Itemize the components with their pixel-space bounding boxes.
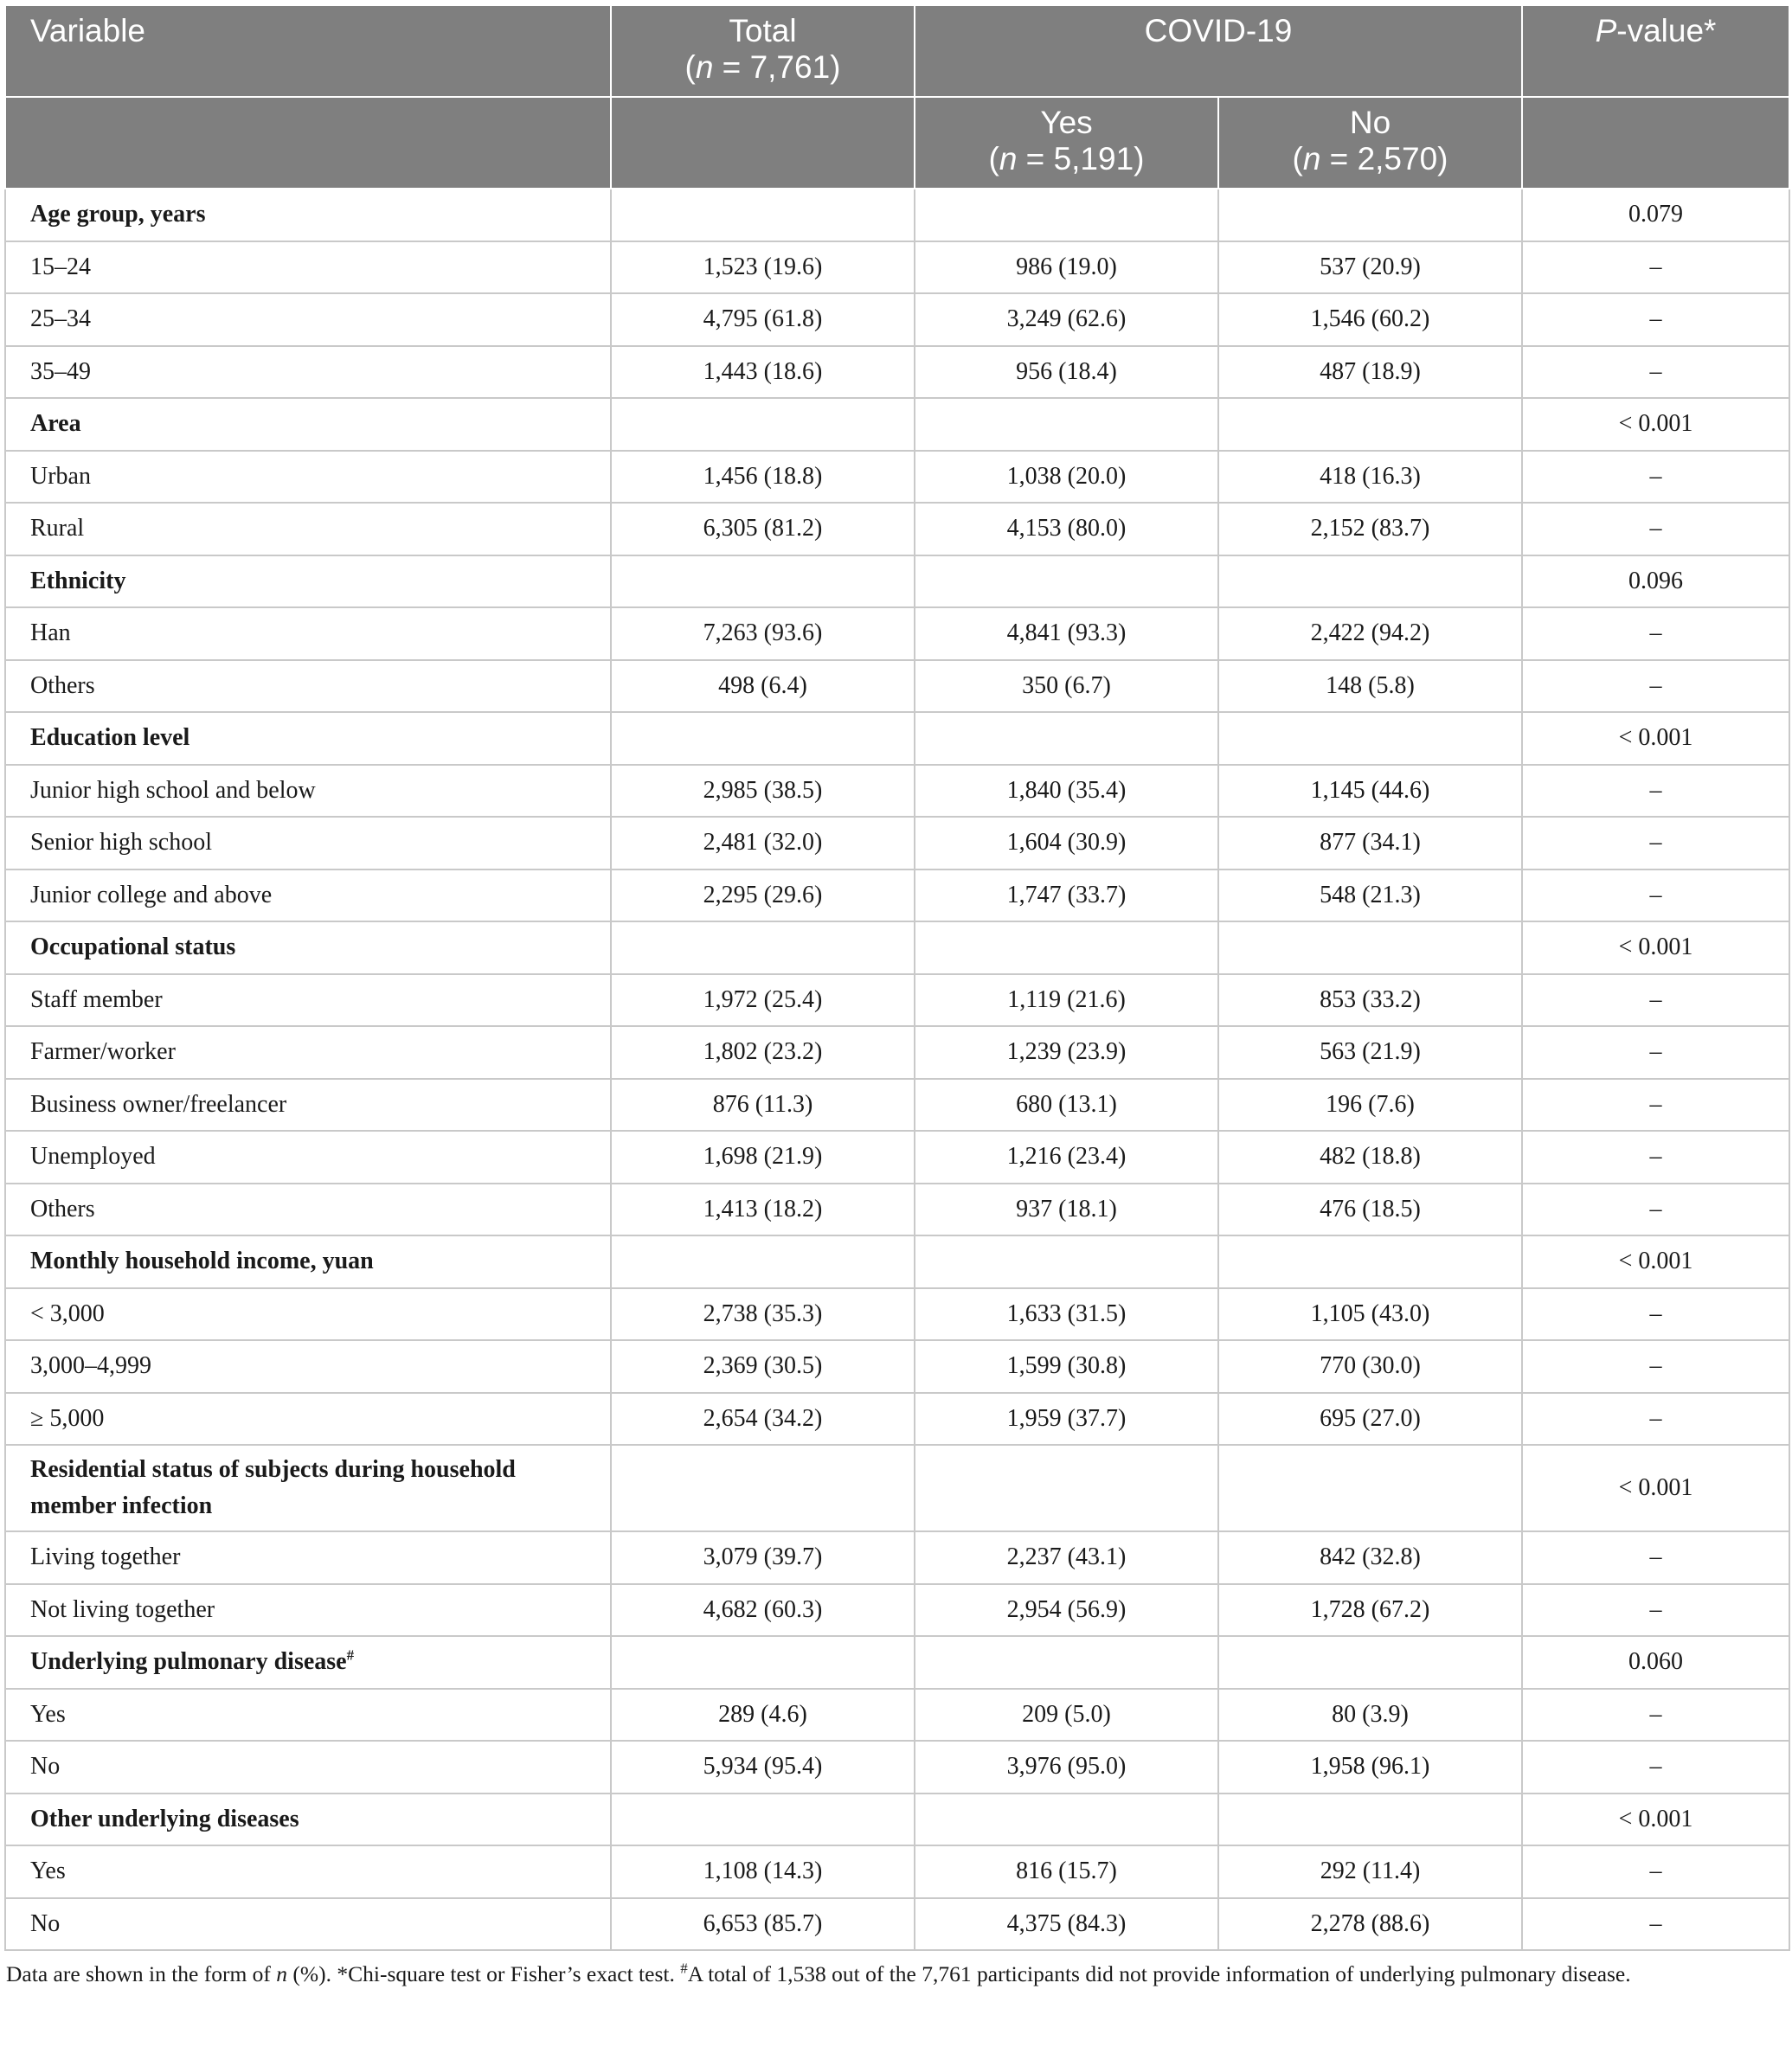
- header-yes: [915, 97, 1218, 189]
- table-row: [5, 503, 1789, 555]
- cell-total: 1,456 (18.8): [611, 451, 915, 504]
- cell-total: 5,934 (95.4): [611, 1741, 915, 1794]
- cell-p: < 0.001: [1522, 1794, 1789, 1846]
- cell-yes: 4,375 (84.3): [915, 1898, 1218, 1951]
- cell-no: 563 (21.9): [1218, 1026, 1522, 1079]
- cell-p: –: [1522, 765, 1789, 818]
- cell-p: –: [1522, 293, 1789, 346]
- row-label-text: Rural: [30, 515, 85, 542]
- row-label: [5, 1340, 611, 1393]
- cell-total: [611, 555, 915, 608]
- table-row: [5, 346, 1789, 399]
- footnote-n: n: [276, 1961, 288, 1986]
- cell-p: –: [1522, 1741, 1789, 1794]
- category-row: [5, 1235, 1789, 1288]
- row-label: [5, 974, 611, 1027]
- header-pvalue: P-value*: [1522, 5, 1789, 97]
- row-label-text: Not living together: [30, 1595, 215, 1623]
- cell-p: –: [1522, 451, 1789, 504]
- header-no-label: No: [1349, 105, 1391, 140]
- cell-no: 770 (30.0): [1218, 1340, 1522, 1393]
- cell-no: [1218, 189, 1522, 241]
- row-label-text: Education level: [30, 724, 190, 752]
- header-no: [1218, 97, 1522, 189]
- table-row: [5, 1288, 1789, 1341]
- table-row: [5, 660, 1789, 713]
- category-row: [5, 712, 1789, 765]
- cell-p: –: [1522, 503, 1789, 555]
- cell-p: –: [1522, 1184, 1789, 1236]
- header-variable: Variable: [5, 5, 611, 97]
- cell-no: 1,105 (43.0): [1218, 1288, 1522, 1341]
- row-label-text: Occupational status: [30, 934, 236, 961]
- table-header: [5, 5, 1789, 189]
- cell-yes: 209 (5.0): [915, 1689, 1218, 1742]
- row-label: [5, 869, 611, 922]
- cell-no: 476 (18.5): [1218, 1184, 1522, 1236]
- footnote-part1: Data are shown in the form of: [6, 1961, 277, 1986]
- cell-yes: 4,841 (93.3): [915, 607, 1218, 660]
- cell-p: –: [1522, 1531, 1789, 1584]
- cell-no: 853 (33.2): [1218, 974, 1522, 1027]
- row-label-text: Yes: [30, 1700, 66, 1728]
- row-label-text: Staff member: [30, 985, 163, 1013]
- cell-yes: 1,119 (21.6): [915, 974, 1218, 1027]
- header-total-n: (n = 7,761): [684, 49, 841, 85]
- row-label-text: Living together: [30, 1543, 181, 1571]
- row-label: [5, 293, 611, 346]
- row-label: [5, 1584, 611, 1637]
- row-label: [5, 1794, 611, 1846]
- cell-yes: 2,954 (56.9): [915, 1584, 1218, 1637]
- table-row: [5, 817, 1789, 869]
- cell-yes: 350 (6.7): [915, 660, 1218, 713]
- cell-yes: 3,249 (62.6): [915, 293, 1218, 346]
- cell-total: 6,305 (81.2): [611, 503, 915, 555]
- row-label: [5, 189, 611, 241]
- table-row: [5, 293, 1789, 346]
- row-label: [5, 660, 611, 713]
- cell-p: < 0.001: [1522, 1445, 1789, 1531]
- cell-yes: 4,153 (80.0): [915, 503, 1218, 555]
- cell-yes: 1,840 (35.4): [915, 765, 1218, 818]
- row-label: [5, 503, 611, 555]
- row-label-footnote-mark: #: [346, 1646, 355, 1664]
- category-row: [5, 1794, 1789, 1846]
- row-label-text: Residential status of subjects during household member infection: [30, 1456, 516, 1519]
- cell-p: 0.060: [1522, 1636, 1789, 1689]
- cell-no: 695 (27.0): [1218, 1393, 1522, 1446]
- cell-p: –: [1522, 974, 1789, 1027]
- row-label-text: Others: [30, 1195, 95, 1222]
- cell-yes: 986 (19.0): [915, 241, 1218, 294]
- category-row: [5, 189, 1789, 241]
- cell-no: 1,958 (96.1): [1218, 1741, 1522, 1794]
- table-container: [4, 4, 1789, 1987]
- cell-yes: 1,599 (30.8): [915, 1340, 1218, 1393]
- cell-total: [611, 189, 915, 241]
- cell-no: 482 (18.8): [1218, 1131, 1522, 1184]
- cell-total: 1,698 (21.9): [611, 1131, 915, 1184]
- row-label: [5, 1741, 611, 1794]
- cell-total: 3,079 (39.7): [611, 1531, 915, 1584]
- header-yes-n: (n = 5,191): [988, 141, 1145, 176]
- row-label: [5, 1531, 611, 1584]
- row-label: [5, 1184, 611, 1236]
- cell-p: –: [1522, 1288, 1789, 1341]
- cell-total: 1,523 (19.6): [611, 241, 915, 294]
- cell-yes: 1,239 (23.9): [915, 1026, 1218, 1079]
- row-label-text: 25–34: [30, 305, 91, 333]
- row-label: [5, 712, 611, 765]
- row-label: [5, 241, 611, 294]
- cell-total: [611, 1235, 915, 1288]
- table-row: [5, 1340, 1789, 1393]
- row-label-text: Monthly household income, yuan: [30, 1248, 374, 1275]
- cell-total: 1,972 (25.4): [611, 974, 915, 1027]
- row-label-text: Age group, years: [30, 201, 206, 228]
- cell-yes: [915, 189, 1218, 241]
- row-label: [5, 1445, 611, 1531]
- row-label: [5, 1393, 611, 1446]
- cell-no: 2,152 (83.7): [1218, 503, 1522, 555]
- cell-yes: [915, 921, 1218, 974]
- row-label-text: Unemployed: [30, 1143, 156, 1171]
- row-label: [5, 1131, 611, 1184]
- row-label: [5, 1898, 611, 1951]
- row-label-text: Junior college and above: [30, 881, 273, 908]
- cell-p: –: [1522, 1898, 1789, 1951]
- header-total: [611, 5, 915, 97]
- cell-yes: [915, 1235, 1218, 1288]
- cell-total: 2,369 (30.5): [611, 1340, 915, 1393]
- row-label: [5, 921, 611, 974]
- cell-total: 1,443 (18.6): [611, 346, 915, 399]
- cell-p: –: [1522, 1689, 1789, 1742]
- cell-p: –: [1522, 869, 1789, 922]
- cell-total: 876 (11.3): [611, 1079, 915, 1132]
- header-covid: COVID-19: [915, 5, 1522, 97]
- table-row: [5, 1131, 1789, 1184]
- cell-p: –: [1522, 241, 1789, 294]
- cell-total: 1,802 (23.2): [611, 1026, 915, 1079]
- cell-p: –: [1522, 1131, 1789, 1184]
- row-label-text: No: [30, 1753, 61, 1781]
- row-label-text: Junior high school and below: [30, 776, 316, 804]
- row-label: [5, 765, 611, 818]
- cell-no: [1218, 712, 1522, 765]
- cell-total: 4,795 (61.8): [611, 293, 915, 346]
- table-row: [5, 241, 1789, 294]
- row-label-text: 3,000–4,999: [30, 1352, 151, 1380]
- row-label-text: Underlying pulmonary disease: [30, 1648, 347, 1676]
- header-total-label: Total: [729, 13, 797, 48]
- row-label: [5, 1288, 611, 1341]
- cell-no: 842 (32.8): [1218, 1531, 1522, 1584]
- table-row: [5, 1741, 1789, 1794]
- cell-yes: [915, 1794, 1218, 1846]
- cell-yes: [915, 712, 1218, 765]
- cell-p: –: [1522, 1845, 1789, 1898]
- cell-p: –: [1522, 817, 1789, 869]
- category-row: [5, 1445, 1789, 1531]
- header-blank-total: [611, 97, 915, 189]
- header-yes-label: Yes: [1040, 105, 1093, 140]
- cell-total: 4,682 (60.3): [611, 1584, 915, 1637]
- table-row: [5, 1393, 1789, 1446]
- cell-yes: [915, 555, 1218, 608]
- cell-no: [1218, 1445, 1522, 1531]
- cell-no: 1,145 (44.6): [1218, 765, 1522, 818]
- row-label-text: Yes: [30, 1858, 66, 1885]
- row-label-text: Ethnicity: [30, 567, 126, 594]
- cell-p: < 0.001: [1522, 1235, 1789, 1288]
- table-row: [5, 1184, 1789, 1236]
- table-row: [5, 1584, 1789, 1637]
- row-label-text: < 3,000: [30, 1299, 105, 1327]
- row-label-text: 35–49: [30, 357, 91, 385]
- cell-yes: 2,237 (43.1): [915, 1531, 1218, 1584]
- cell-no: 148 (5.8): [1218, 660, 1522, 713]
- category-row: [5, 398, 1789, 451]
- footnote-part2: (%). *Chi-square test or Fisher’s exact test.: [287, 1961, 681, 1986]
- cell-total: 2,295 (29.6): [611, 869, 915, 922]
- table-row: [5, 607, 1789, 660]
- category-row: [5, 555, 1789, 608]
- table-row: [5, 451, 1789, 504]
- cell-yes: [915, 398, 1218, 451]
- row-label: [5, 1636, 611, 1689]
- cell-yes: 1,959 (37.7): [915, 1393, 1218, 1446]
- row-label: [5, 398, 611, 451]
- table-row: [5, 1531, 1789, 1584]
- table-row: [5, 869, 1789, 922]
- cell-total: 2,738 (35.3): [611, 1288, 915, 1341]
- table-row: [5, 1026, 1789, 1079]
- cell-total: [611, 398, 915, 451]
- cell-total: [611, 1445, 915, 1531]
- table-row: [5, 974, 1789, 1027]
- cell-yes: 680 (13.1): [915, 1079, 1218, 1132]
- cell-yes: 1,633 (31.5): [915, 1288, 1218, 1341]
- cell-no: 487 (18.9): [1218, 346, 1522, 399]
- cell-no: 877 (34.1): [1218, 817, 1522, 869]
- row-label-text: Area: [30, 410, 81, 438]
- cell-yes: [915, 1636, 1218, 1689]
- footnote-hash: #: [680, 1960, 688, 1977]
- cell-p: 0.096: [1522, 555, 1789, 608]
- cell-yes: 3,976 (95.0): [915, 1741, 1218, 1794]
- cell-no: [1218, 1636, 1522, 1689]
- table-row: [5, 1689, 1789, 1742]
- cell-yes: 1,038 (20.0): [915, 451, 1218, 504]
- cell-p: < 0.001: [1522, 398, 1789, 451]
- row-label-text: Other underlying diseases: [30, 1805, 299, 1832]
- row-label-text: Senior high school: [30, 829, 212, 857]
- cell-no: 418 (16.3): [1218, 451, 1522, 504]
- table-row: [5, 1898, 1789, 1951]
- row-label-text: Farmer/worker: [30, 1038, 176, 1066]
- cell-no: 537 (20.9): [1218, 241, 1522, 294]
- cell-no: [1218, 921, 1522, 974]
- cell-total: [611, 1794, 915, 1846]
- row-label: [5, 1026, 611, 1079]
- data-table: [4, 4, 1790, 1951]
- cell-no: 80 (3.9): [1218, 1689, 1522, 1742]
- cell-p: < 0.001: [1522, 712, 1789, 765]
- table-body: [5, 189, 1789, 1950]
- header-blank-pvalue: [1522, 97, 1789, 189]
- row-label-text: Han: [30, 619, 71, 647]
- cell-total: [611, 921, 915, 974]
- cell-no: 1,728 (67.2): [1218, 1584, 1522, 1637]
- table-row: [5, 1079, 1789, 1132]
- cell-no: 196 (7.6): [1218, 1079, 1522, 1132]
- table-row: [5, 1845, 1789, 1898]
- cell-total: 1,108 (14.3): [611, 1845, 915, 1898]
- row-label: [5, 555, 611, 608]
- cell-total: 498 (6.4): [611, 660, 915, 713]
- cell-no: 2,422 (94.2): [1218, 607, 1522, 660]
- cell-no: [1218, 555, 1522, 608]
- cell-yes: 1,747 (33.7): [915, 869, 1218, 922]
- cell-total: 6,653 (85.7): [611, 1898, 915, 1951]
- cell-no: 548 (21.3): [1218, 869, 1522, 922]
- table-footnote: [4, 1961, 1789, 1987]
- row-label: [5, 1689, 611, 1742]
- cell-p: –: [1522, 607, 1789, 660]
- row-label: [5, 346, 611, 399]
- row-label-text: Business owner/freelancer: [30, 1090, 287, 1118]
- cell-no: [1218, 398, 1522, 451]
- cell-total: 2,654 (34.2): [611, 1393, 915, 1446]
- row-label-text: No: [30, 1909, 61, 1937]
- row-label: [5, 817, 611, 869]
- cell-no: 1,546 (60.2): [1218, 293, 1522, 346]
- cell-total: 7,263 (93.6): [611, 607, 915, 660]
- cell-p: < 0.001: [1522, 921, 1789, 974]
- cell-total: 2,481 (32.0): [611, 817, 915, 869]
- row-label: [5, 451, 611, 504]
- row-label-text: 15–24: [30, 253, 91, 280]
- cell-total: 1,413 (18.2): [611, 1184, 915, 1236]
- cell-total: 289 (4.6): [611, 1689, 915, 1742]
- footnote-part3: A total of 1,538 out of the 7,761 participants did not provide information of underlying pulmonary disease.: [687, 1961, 1631, 1986]
- row-label: [5, 1079, 611, 1132]
- cell-p: –: [1522, 1584, 1789, 1637]
- cell-total: [611, 712, 915, 765]
- row-label-text: Urban: [30, 462, 91, 490]
- cell-total: 2,985 (38.5): [611, 765, 915, 818]
- cell-yes: 956 (18.4): [915, 346, 1218, 399]
- cell-no: 2,278 (88.6): [1218, 1898, 1522, 1951]
- cell-p: –: [1522, 346, 1789, 399]
- cell-total: [611, 1636, 915, 1689]
- row-label: [5, 1845, 611, 1898]
- cell-yes: 816 (15.7): [915, 1845, 1218, 1898]
- cell-p: –: [1522, 1340, 1789, 1393]
- cell-p: 0.079: [1522, 189, 1789, 241]
- cell-p: –: [1522, 1079, 1789, 1132]
- cell-yes: 1,604 (30.9): [915, 817, 1218, 869]
- cell-p: –: [1522, 1393, 1789, 1446]
- cell-no: [1218, 1794, 1522, 1846]
- cell-yes: 937 (18.1): [915, 1184, 1218, 1236]
- row-label: [5, 1235, 611, 1288]
- row-label-text: ≥ 5,000: [30, 1404, 105, 1432]
- category-row: [5, 921, 1789, 974]
- table-row: [5, 765, 1789, 818]
- cell-yes: 1,216 (23.4): [915, 1131, 1218, 1184]
- header-no-n: (n = 2,570): [1292, 141, 1448, 176]
- row-label: [5, 607, 611, 660]
- row-label-text: Others: [30, 671, 95, 699]
- cell-no: [1218, 1235, 1522, 1288]
- category-row: [5, 1636, 1789, 1689]
- cell-p: –: [1522, 660, 1789, 713]
- cell-yes: [915, 1445, 1218, 1531]
- cell-p: –: [1522, 1026, 1789, 1079]
- cell-no: 292 (11.4): [1218, 1845, 1522, 1898]
- header-blank-variable: [5, 97, 611, 189]
